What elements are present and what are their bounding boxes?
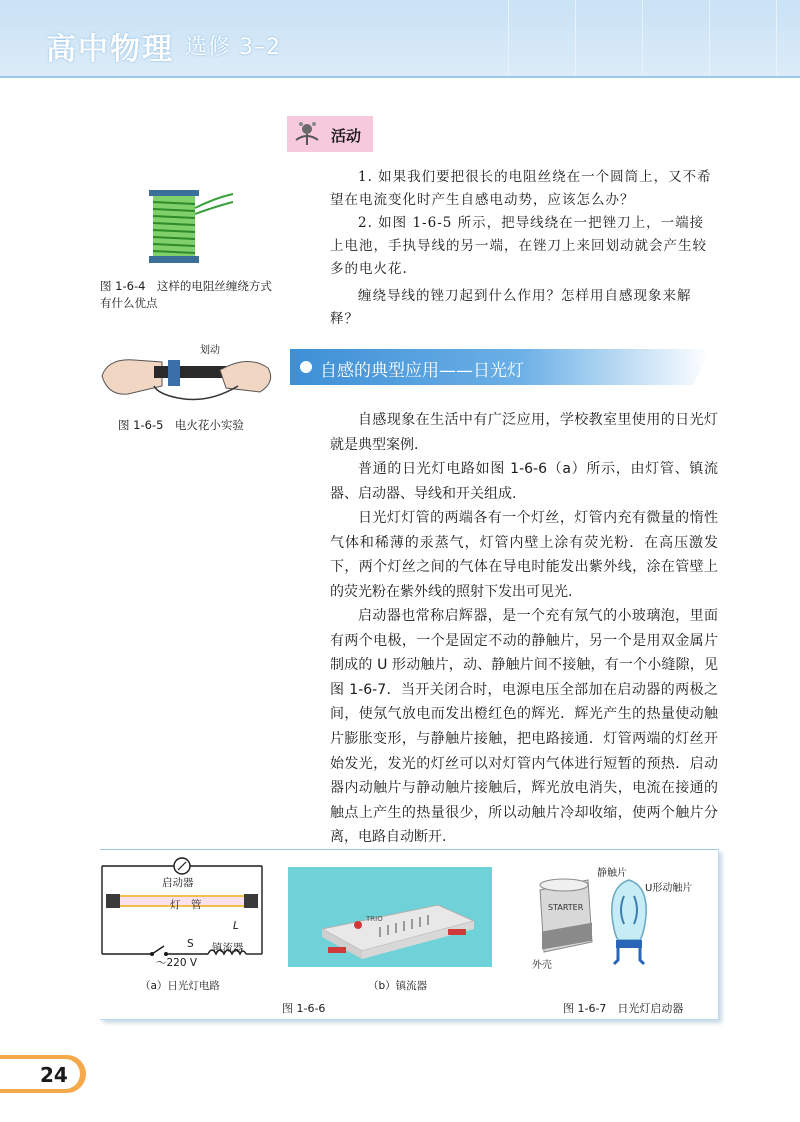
fig-1-6-7-static-contact-label: 静触片 xyxy=(597,868,627,879)
section-title: 自感的典型应用——日光灯 xyxy=(320,361,524,381)
starter-brand-text: STARTER xyxy=(548,903,584,912)
paragraph-4: 启动器也常称启辉器，是一个充有氖气的小玻璃泡，里面有两个电极，一个是固定不动的静触片，另一个是用双金属片制成的 U 形动触片，动、静触片间不接触，有一个小缝隙，见图 1-6-7．当开关闭合时，电源电压全部加在启动器的两极之间，使氖气放电而发出橙红色的辉光．辉光产生的热量使动触片膨胀变形，与静触片接触，把电路接通．灯管两端的灯丝开始发光，发光的灯丝可以对灯管内气体进行短暂的预热．启动器内动触片与静动触片接触后，辉光放电消失，电流在接通的触点上产生的热量很少，所以动触片冷却收缩，使两个触片分离，电路自动断开. xyxy=(330,608,718,846)
activity-question-3: 缠绕导线的锉刀起到什么作用？怎样用自感现象来解释？ xyxy=(330,288,692,327)
figure-1-6-6b-ballast-photo xyxy=(288,867,492,967)
figure-1-6-4-caption-line2: 有什么优点 xyxy=(100,296,158,310)
figure-1-6-7-caption: 图 1-6-7 日光灯启动器 xyxy=(563,1002,684,1015)
book-series-title: 高中物理 xyxy=(46,32,174,67)
fig-1-6-6-ballast-label: 镇流器 xyxy=(212,942,244,954)
header-divider xyxy=(0,76,800,78)
section-bullet-icon xyxy=(300,361,312,373)
fig-1-6-6-voltage-label: ～220 V xyxy=(156,957,198,969)
ballast-illustration xyxy=(288,867,492,967)
fig-1-6-7-u-contact-label: U形动触片 xyxy=(645,883,693,894)
fig-1-6-6-sub-b: （b）镇流器 xyxy=(368,980,428,992)
activity-question-1: 1. 如果我们要把很长的电阻丝绕在一个圆筒上，又不希望在电流变化时产生自感电动势，应该怎么办？ xyxy=(330,169,712,208)
figure-1-6-6-caption: 图 1-6-6 xyxy=(282,1002,326,1015)
activity-icon xyxy=(292,118,322,148)
page-header xyxy=(0,0,800,78)
header-grid-line xyxy=(508,0,509,78)
fig-1-6-6-sub-a: （a）日光灯电路 xyxy=(140,980,220,992)
paragraph-3: 日光灯灯管的两端各有一个灯丝，灯管内充有微量的惰性气体和稀薄的汞蒸气，灯管内壁上涂有荧光粉．在高压激发下，两个灯丝之间的气体在导电时能发出紫外线，涂在管壁上的荧光粉在紫外线的照射下发出可见光. xyxy=(330,510,718,600)
header-grid-line xyxy=(575,0,576,78)
figure-1-6-5-caption: 图 1-6-5 电火花小实验 xyxy=(118,418,244,432)
figure-1-6-7-starter-shell xyxy=(528,876,608,962)
ballast-brand-text: TRIO xyxy=(366,915,383,923)
figure-1-6-4-caption-line1: 图 1-6-4 这样的电阻丝缠绕方式 xyxy=(100,279,272,293)
activity-question-2: 2. 如图 1-6-5 所示，把导线绕在一把锉刀上，一端接上电池，手执导线的另一端，在锉刀上来回划动就会产生较多的电火花. xyxy=(330,215,707,277)
header-grid-line xyxy=(642,0,643,78)
fig-1-6-6-s-label: S xyxy=(187,938,194,950)
figure-1-6-5-label: 划动 xyxy=(200,345,220,356)
paragraph-2: 普通的日光灯电路如图 1-6-6（a）所示，由灯管、镇流器、启动器、导线和开关组成. xyxy=(330,461,718,502)
fig-1-6-6-l-label: L xyxy=(233,920,239,932)
paragraph-1: 自感现象在生活中有广泛应用，学校教室里使用的日光灯就是典型案例. xyxy=(330,412,718,453)
header-grid-line xyxy=(709,0,710,78)
page-number: 24 xyxy=(40,1063,68,1087)
header-grid-line xyxy=(776,0,777,78)
fig-1-6-6-starter-label: 启动器 xyxy=(162,877,194,889)
figure-1-6-4-coil xyxy=(145,188,235,266)
figure-1-6-5-spark-experiment xyxy=(98,340,278,408)
book-volume-title: 选修 3–2 xyxy=(185,35,281,60)
fig-1-6-6-tube-label: 灯 管 xyxy=(170,899,202,911)
fig-1-6-7-shell-label: 外壳 xyxy=(532,960,552,971)
activity-title: 活动 xyxy=(331,127,362,145)
